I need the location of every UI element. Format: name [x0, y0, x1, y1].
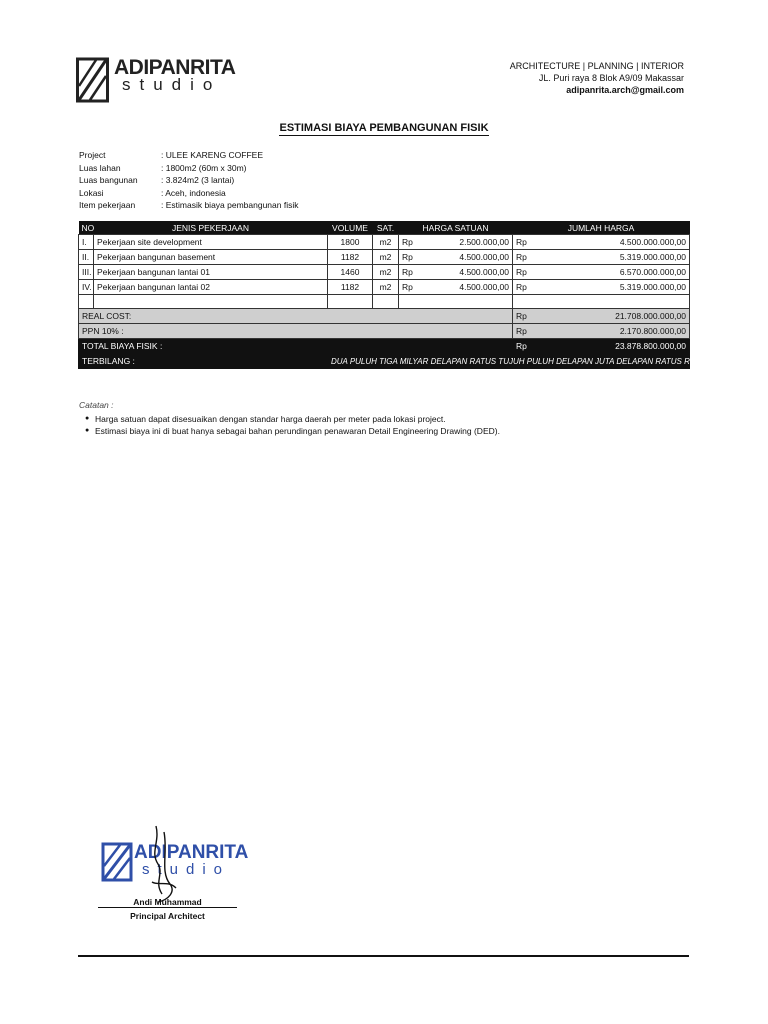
table-header-row — [79, 221, 690, 235]
total-currency: Rp — [513, 339, 533, 354]
cell-currency: Rp — [513, 265, 533, 280]
notes-list — [79, 413, 500, 437]
terbilang-row — [79, 354, 690, 369]
cell-volume: 1460 — [328, 265, 373, 280]
cell-jumlah: 6.570.000.000,00 — [533, 265, 690, 280]
info-value: : ULEE KARENG COFFEE — [161, 150, 264, 160]
cell-sat: m2 — [373, 235, 399, 250]
info-label: Item pekerjaan — [79, 200, 136, 210]
cell-currency: Rp — [513, 250, 533, 265]
info-label: Lokasi — [79, 187, 104, 198]
cell-sat: m2 — [373, 265, 399, 280]
company-email: adipanrita.arch@gmail.com — [566, 85, 684, 95]
info-value: : 3.824m2 (3 lantai) — [161, 175, 235, 185]
table-row — [79, 265, 690, 280]
cell-currency: Rp — [399, 280, 419, 295]
signer-name: Andi Muhammad — [133, 897, 202, 907]
cell-no: II. — [79, 250, 94, 265]
cell-harga: 2.500.000,00 — [419, 235, 513, 250]
logo-brand-text: ADIPANRITA — [114, 56, 236, 79]
cell-harga: 4.500.000,00 — [419, 250, 513, 265]
company-info — [510, 60, 684, 96]
cell-volume: 1182 — [328, 250, 373, 265]
company-logo — [76, 56, 236, 106]
real-cost-currency: Rp — [513, 309, 533, 324]
company-address: JL. Puri raya 8 Blok A9/09 Makassar — [538, 73, 684, 83]
notes-heading: Catatan : — [79, 400, 114, 410]
cell-sat: m2 — [373, 280, 399, 295]
total-row — [79, 339, 690, 354]
terbilang-value: DUA PULUH TIGA MILYAR DELAPAN RATUS TUJUH PULUH DELAPAN JUTA DELAPAN RATUS RIBU RUPIAH — [328, 354, 690, 369]
cell-sat: m2 — [373, 250, 399, 265]
cell-volume: 1182 — [328, 280, 373, 295]
cell-no: IV. — [79, 280, 94, 295]
signer-role: Principal Architect — [130, 911, 205, 921]
info-value: : 1800m2 (60m x 30m) — [161, 162, 247, 173]
cell-currency: Rp — [513, 280, 533, 295]
cell-currency: Rp — [399, 265, 419, 280]
cell-currency: Rp — [399, 235, 419, 250]
ppn-currency: Rp — [513, 324, 533, 339]
cell-jenis: Pekerjaan bangunan basement — [94, 250, 328, 265]
info-label: Luas bangunan — [79, 175, 138, 185]
info-value: : Estimasik biaya pembangunan fisik — [161, 200, 299, 210]
info-row-luas-lahan — [79, 162, 299, 175]
info-label: Project — [79, 150, 106, 160]
ppn-value: 2.170.800.000,00 — [533, 324, 690, 339]
real-cost-value: 21.708.000.000,00 — [533, 309, 690, 324]
info-row-lokasi — [79, 187, 299, 200]
stamp-sub-text: studio — [142, 861, 231, 878]
ppn-label: PPN 10% : — [79, 324, 513, 339]
logo-sub-text: studio — [122, 75, 222, 94]
header-jumlah: JUMLAH HARGA — [513, 221, 690, 235]
info-value: : Aceh, indonesia — [161, 187, 226, 198]
table-row — [79, 280, 690, 295]
cell-jumlah: 4.500.000.000,00 — [533, 235, 690, 250]
signature-line — [98, 907, 237, 908]
cell-jenis: Pekerjaan bangunan lantai 02 — [94, 280, 328, 295]
document-title — [0, 122, 768, 134]
ppn-row — [79, 324, 690, 339]
info-row-project — [79, 149, 299, 162]
project-info — [79, 149, 299, 212]
real-cost-label: REAL COST: — [79, 309, 513, 324]
cell-jenis: Pekerjaan bangunan lantai 01 — [94, 265, 328, 280]
header-jenis: JENIS PEKERJAAN — [94, 221, 328, 235]
real-cost-row — [79, 309, 690, 324]
header-no: NO — [79, 221, 94, 235]
total-value: 23.878.800.000,00 — [533, 339, 690, 354]
document-title-text: ESTIMASI BIAYA PEMBANGUNAN FISIK — [279, 122, 489, 134]
cell-volume: 1800 — [328, 235, 373, 250]
header-sat: SAT. — [373, 221, 399, 235]
table-row — [79, 235, 690, 250]
notes-section — [79, 399, 500, 437]
footer-divider — [78, 955, 689, 957]
terbilang-label: TERBILANG : — [79, 354, 328, 369]
info-label: Luas lahan — [79, 162, 121, 173]
cell-no: III. — [79, 265, 94, 280]
cell-harga: 4.500.000,00 — [419, 280, 513, 295]
header-harga: HARGA SATUAN — [399, 221, 513, 235]
note-item: ● Harga satuan dapat disesuaikan dengan standar harga daerah per meter pada lokasi project. — [95, 413, 500, 425]
table-row-empty — [79, 295, 690, 309]
company-services: ARCHITECTURE | PLANNING | INTERIOR — [509, 61, 684, 71]
cell-jumlah: 5.319.000.000,00 — [533, 250, 690, 265]
cell-jumlah: 5.319.000.000,00 — [533, 280, 690, 295]
info-row-item-pekerjaan — [79, 199, 299, 212]
cell-jenis: Pekerjaan site development — [94, 235, 328, 250]
table-row — [79, 250, 690, 265]
info-row-luas-bangunan — [79, 174, 299, 187]
stamp-brand-text: ADIPANRITA — [134, 842, 249, 863]
note-item: ● Estimasi biaya ini di buat hanya sebagai bahan perundingan penawaran Detail Engineering Drawing (DED). — [95, 425, 500, 437]
total-label: TOTAL BIAYA FISIK : — [79, 339, 513, 354]
cell-currency: Rp — [399, 250, 419, 265]
cell-no: I. — [79, 235, 94, 250]
cell-harga: 4.500.000,00 — [419, 265, 513, 280]
logo-mark-icon — [76, 56, 112, 106]
header-volume: VOLUME — [328, 221, 373, 235]
cost-table — [78, 221, 736, 369]
cell-currency: Rp — [513, 235, 533, 250]
